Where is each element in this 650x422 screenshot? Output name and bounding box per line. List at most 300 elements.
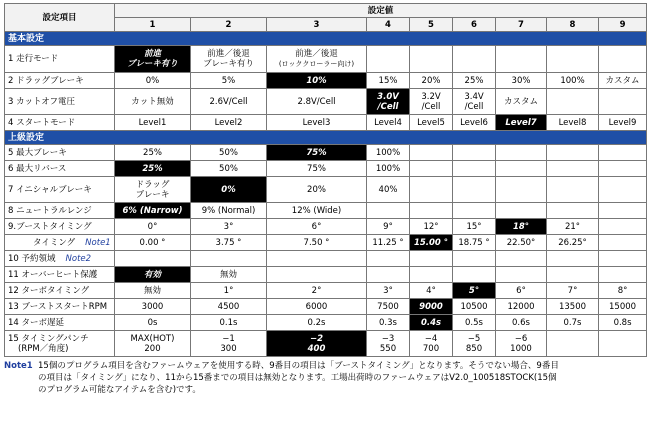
setting-label bbox=[5, 161, 115, 177]
setting-value-text: 9% (Normal) bbox=[201, 205, 256, 216]
setting-label-text: 15 タイミングパンチ bbox=[8, 333, 89, 344]
setting-value-text: 3000 bbox=[141, 301, 164, 312]
setting-value bbox=[496, 251, 547, 267]
setting-value bbox=[496, 315, 547, 331]
setting-value bbox=[191, 315, 267, 331]
setting-value bbox=[496, 203, 547, 219]
setting-value bbox=[496, 331, 547, 357]
setting-value bbox=[367, 267, 410, 283]
setting-value-text: 400 bbox=[307, 343, 326, 354]
setting-value bbox=[115, 299, 191, 315]
setting-value bbox=[599, 46, 647, 73]
setting-row bbox=[5, 46, 647, 73]
setting-value bbox=[191, 219, 267, 235]
setting-value-default bbox=[410, 299, 453, 315]
setting-value-text: 0.2s bbox=[307, 317, 326, 328]
setting-value bbox=[191, 251, 267, 267]
setting-value-text: 2.8V/Cell bbox=[297, 96, 336, 107]
setting-value-text: 0.6s bbox=[512, 317, 530, 328]
setting-value bbox=[599, 177, 647, 203]
setting-value bbox=[453, 203, 496, 219]
setting-value bbox=[410, 283, 453, 299]
setting-value-default bbox=[115, 46, 191, 73]
setting-value-text: 21° bbox=[564, 221, 581, 232]
setting-value bbox=[367, 161, 410, 177]
setting-value bbox=[599, 115, 647, 131]
setting-row bbox=[5, 203, 647, 219]
setting-value bbox=[599, 251, 647, 267]
header-row-top bbox=[5, 4, 647, 18]
setting-label-text: 10 予約領域 bbox=[8, 253, 56, 264]
setting-value-text: /Cell bbox=[421, 101, 441, 112]
setting-value bbox=[267, 115, 367, 131]
setting-value bbox=[410, 331, 453, 357]
setting-value bbox=[547, 283, 599, 299]
setting-value bbox=[191, 115, 267, 131]
setting-row bbox=[5, 73, 647, 89]
setting-value bbox=[191, 235, 267, 251]
footnote-line: 15個のプログラム項目を含むファームウェアを使用する時、9番目の項目は「ブーストタイミング」となります。そうでない場合、9番目 bbox=[38, 361, 559, 371]
setting-value bbox=[496, 299, 547, 315]
setting-value-text: 18.75 ° bbox=[458, 237, 490, 248]
footnote-label: Note1 bbox=[4, 361, 33, 371]
setting-value-text: 100% bbox=[375, 147, 401, 158]
setting-value-text: −4 bbox=[424, 333, 438, 344]
setting-value-text: 15% bbox=[378, 75, 398, 86]
setting-value-text: 25% bbox=[142, 163, 163, 174]
setting-value bbox=[367, 283, 410, 299]
setting-value bbox=[191, 145, 267, 161]
setting-value bbox=[410, 203, 453, 219]
setting-value bbox=[367, 299, 410, 315]
setting-row bbox=[5, 235, 647, 251]
setting-value-text: 6° bbox=[311, 221, 322, 232]
setting-value bbox=[267, 267, 367, 283]
setting-value bbox=[410, 219, 453, 235]
setting-value-text: /Cell bbox=[377, 101, 399, 112]
setting-value bbox=[115, 331, 191, 357]
setting-value-text: 1° bbox=[223, 285, 234, 296]
setting-value bbox=[410, 251, 453, 267]
setting-value bbox=[115, 73, 191, 89]
setting-value-text: 26.25° bbox=[558, 237, 587, 248]
setting-value-text: 10% bbox=[306, 75, 327, 86]
setting-value bbox=[267, 161, 367, 177]
setting-value bbox=[367, 251, 410, 267]
setting-value-text: 15.00 ° bbox=[413, 237, 449, 248]
setting-value-text: 850 bbox=[465, 343, 483, 354]
setting-label-text: 6 最大リバース bbox=[8, 163, 67, 174]
setting-label-text: 11 オーバーヒート保護 bbox=[8, 269, 98, 280]
setting-row bbox=[5, 219, 647, 235]
setting-value-text: Level1 bbox=[138, 117, 167, 128]
setting-value bbox=[115, 315, 191, 331]
setting-value bbox=[115, 235, 191, 251]
setting-value-text: 4500 bbox=[217, 301, 240, 312]
setting-value-text: ドラッグ bbox=[135, 179, 170, 190]
setting-value-text: 6% (Narrow) bbox=[122, 205, 183, 216]
setting-value-text: 7.50 ° bbox=[303, 237, 330, 248]
setting-value bbox=[191, 203, 267, 219]
setting-value bbox=[115, 251, 191, 267]
setting-value bbox=[453, 115, 496, 131]
setting-value-text: 前進／後退 bbox=[207, 49, 250, 59]
setting-label bbox=[5, 73, 115, 89]
setting-value bbox=[410, 46, 453, 73]
setting-value-text: 75% bbox=[307, 163, 326, 174]
setting-label bbox=[5, 235, 115, 251]
setting-value bbox=[191, 283, 267, 299]
setting-value-text: 15° bbox=[466, 221, 482, 232]
setting-value bbox=[453, 331, 496, 357]
setting-value bbox=[367, 177, 410, 203]
setting-value bbox=[115, 219, 191, 235]
column-header-3: 3 bbox=[267, 18, 367, 32]
setting-label bbox=[5, 115, 115, 131]
setting-value-text: 30% bbox=[511, 75, 531, 86]
setting-value bbox=[115, 89, 191, 115]
setting-label-text: 1 走行モード bbox=[8, 54, 59, 64]
column-header-4: 4 bbox=[367, 18, 410, 32]
setting-value-text: 9° bbox=[383, 221, 393, 232]
setting-value-text: Level4 bbox=[374, 117, 402, 128]
setting-label-text: 12 ターボタイミング bbox=[8, 285, 90, 296]
setting-value-default bbox=[267, 145, 367, 161]
setting-value-text: Level7 bbox=[505, 117, 537, 128]
setting-value-text: 5% bbox=[221, 75, 236, 86]
setting-value-text: 20% bbox=[421, 75, 441, 86]
setting-value bbox=[453, 267, 496, 283]
setting-row bbox=[5, 177, 647, 203]
setting-value bbox=[599, 267, 647, 283]
setting-value bbox=[599, 235, 647, 251]
setting-value bbox=[410, 145, 453, 161]
setting-value bbox=[410, 267, 453, 283]
column-header-9: 9 bbox=[599, 18, 647, 32]
setting-value bbox=[410, 161, 453, 177]
setting-value-text: 7° bbox=[567, 285, 578, 296]
setting-value bbox=[115, 177, 191, 203]
setting-value-text: −3 bbox=[381, 333, 395, 344]
footnote-line: の項目は「タイミング」になり、11から15番までの項目は無効となります。工場出荷時のファームウェアはV2.0_100518STOCK(15個 bbox=[38, 373, 557, 383]
setting-value-text: 前進／後退 bbox=[295, 49, 338, 59]
setting-label bbox=[5, 46, 115, 73]
setting-value-text: 0° bbox=[147, 221, 158, 232]
setting-value bbox=[547, 267, 599, 283]
footnote bbox=[4, 360, 646, 396]
setting-value-text: Level9 bbox=[608, 117, 637, 128]
setting-value-text: 40% bbox=[378, 184, 398, 195]
section-title: 基本設定 bbox=[5, 32, 647, 46]
setting-value bbox=[367, 235, 410, 251]
setting-label bbox=[5, 251, 115, 267]
setting-value bbox=[547, 46, 599, 73]
setting-value bbox=[367, 73, 410, 89]
setting-label-text: 7 イニシャルブレーキ bbox=[8, 184, 92, 195]
setting-label-text: 9.ブーストタイミング bbox=[8, 221, 92, 232]
setting-row bbox=[5, 145, 647, 161]
setting-value-text: 100% bbox=[560, 75, 585, 86]
setting-value-text: 6000 bbox=[305, 301, 328, 312]
setting-value-default bbox=[115, 203, 191, 219]
setting-value-default bbox=[496, 219, 547, 235]
setting-value-text: 6° bbox=[516, 285, 526, 296]
setting-value bbox=[410, 177, 453, 203]
setting-value bbox=[453, 251, 496, 267]
setting-label bbox=[5, 203, 115, 219]
column-header-8: 8 bbox=[547, 18, 599, 32]
header-item: 設定項目 bbox=[5, 4, 115, 32]
setting-value-text: 有効 bbox=[143, 269, 161, 280]
setting-value-text: −5 bbox=[467, 333, 481, 344]
setting-value-text: Level2 bbox=[214, 117, 243, 128]
setting-value bbox=[547, 145, 599, 161]
footnote-body bbox=[38, 360, 646, 396]
setting-value-text: 15000 bbox=[609, 301, 637, 312]
settings-table bbox=[4, 3, 647, 357]
setting-label bbox=[5, 299, 115, 315]
setting-value bbox=[191, 46, 267, 73]
setting-value-text: 50% bbox=[219, 147, 238, 158]
setting-label-text: 5 最大ブレーキ bbox=[8, 147, 67, 158]
setting-value-default bbox=[267, 73, 367, 89]
setting-row bbox=[5, 331, 647, 357]
setting-value bbox=[453, 46, 496, 73]
setting-value bbox=[191, 299, 267, 315]
setting-row bbox=[5, 161, 647, 177]
setting-value-text: 3.0V bbox=[377, 91, 399, 102]
setting-label-text: 3 カットオフ電圧 bbox=[8, 96, 76, 107]
setting-value bbox=[599, 283, 647, 299]
setting-value bbox=[547, 177, 599, 203]
setting-value-text: 13500 bbox=[558, 301, 587, 312]
setting-value bbox=[267, 283, 367, 299]
setting-value-text: 前進 bbox=[143, 49, 161, 59]
setting-value-text: 0.00 ° bbox=[139, 237, 166, 248]
setting-value bbox=[367, 145, 410, 161]
setting-value-text: (ロッククローラー向け) bbox=[278, 60, 355, 68]
setting-value bbox=[496, 267, 547, 283]
setting-value bbox=[547, 315, 599, 331]
setting-value bbox=[496, 283, 547, 299]
setting-value-text: 2.6V/Cell bbox=[209, 96, 248, 107]
setting-value-text: 5° bbox=[468, 285, 480, 296]
setting-label bbox=[5, 283, 115, 299]
setting-value-text: 無効 bbox=[143, 285, 161, 296]
setting-value bbox=[367, 331, 410, 357]
setting-value bbox=[267, 315, 367, 331]
setting-value-default bbox=[115, 161, 191, 177]
column-header-5: 5 bbox=[410, 18, 453, 32]
setting-value-text: 0% bbox=[221, 184, 236, 195]
setting-value bbox=[410, 89, 453, 115]
setting-value-text: 0.1s bbox=[219, 317, 238, 328]
setting-value-text: 0.4s bbox=[420, 317, 442, 328]
setting-value-text: Level5 bbox=[417, 117, 445, 128]
setting-value bbox=[453, 299, 496, 315]
footnote-line: のプログラム可能なアイテムを含む)です。 bbox=[38, 385, 201, 395]
section-row bbox=[5, 131, 647, 145]
setting-value-text: 0.3s bbox=[379, 317, 397, 328]
setting-value bbox=[496, 73, 547, 89]
setting-value bbox=[547, 331, 599, 357]
setting-value-text: 0.7s bbox=[563, 317, 582, 328]
setting-value bbox=[367, 115, 410, 131]
header-value: 設定値 bbox=[115, 4, 647, 18]
setting-value bbox=[547, 235, 599, 251]
setting-value-text: カスタム bbox=[503, 96, 538, 107]
setting-value-text: 22.50° bbox=[506, 237, 536, 248]
setting-value bbox=[367, 219, 410, 235]
setting-value-text: ブレーキ有り bbox=[203, 59, 254, 69]
setting-row bbox=[5, 283, 647, 299]
setting-value bbox=[547, 161, 599, 177]
setting-value bbox=[453, 89, 496, 115]
setting-value-text: 0% bbox=[145, 75, 160, 86]
setting-value-default bbox=[115, 267, 191, 283]
setting-label-text: (RPM／角度) bbox=[18, 343, 69, 354]
setting-value-text: 20% bbox=[307, 184, 326, 195]
setting-value-text: 3° bbox=[383, 285, 393, 296]
setting-value-text: 3° bbox=[223, 221, 234, 232]
setting-value bbox=[367, 203, 410, 219]
setting-value bbox=[599, 203, 647, 219]
setting-value bbox=[496, 161, 547, 177]
column-header-6: 6 bbox=[453, 18, 496, 32]
setting-value bbox=[115, 115, 191, 131]
setting-value-text: 700 bbox=[422, 343, 440, 354]
setting-value bbox=[410, 73, 453, 89]
setting-value bbox=[267, 219, 367, 235]
setting-value bbox=[191, 331, 267, 357]
setting-value bbox=[267, 235, 367, 251]
setting-value-default bbox=[410, 235, 453, 251]
setting-label-text: 8 ニュートラルレンジ bbox=[8, 205, 92, 216]
setting-value-text: 300 bbox=[220, 343, 237, 354]
setting-value bbox=[453, 315, 496, 331]
setting-value-default bbox=[453, 283, 496, 299]
setting-row bbox=[5, 267, 647, 283]
column-header-1: 1 bbox=[115, 18, 191, 32]
setting-value-text: 7500 bbox=[377, 301, 399, 312]
setting-label bbox=[5, 331, 115, 357]
setting-value-default bbox=[496, 115, 547, 131]
setting-value bbox=[453, 235, 496, 251]
setting-value bbox=[453, 177, 496, 203]
setting-value-text: 75% bbox=[306, 147, 327, 158]
setting-value bbox=[367, 46, 410, 73]
setting-value-text: 無効 bbox=[219, 269, 237, 280]
setting-value-text: カスタム bbox=[605, 75, 640, 86]
setting-value bbox=[496, 89, 547, 115]
setting-label-text: 4 スタートモード bbox=[8, 117, 76, 128]
setting-row bbox=[5, 315, 647, 331]
setting-value-text: 3.75 ° bbox=[215, 237, 242, 248]
setting-value-text: 1000 bbox=[510, 343, 532, 354]
section-row bbox=[5, 32, 647, 46]
setting-label-text: 14 ターボ遅延 bbox=[8, 317, 65, 328]
setting-value-text: 50% bbox=[219, 163, 238, 174]
setting-value-text: Level8 bbox=[558, 117, 587, 128]
setting-value bbox=[547, 89, 599, 115]
setting-value-text: 12000 bbox=[507, 301, 535, 312]
setting-value bbox=[599, 89, 647, 115]
setting-value-text: カット無効 bbox=[131, 96, 174, 107]
setting-value-text: 11.25 ° bbox=[372, 237, 404, 248]
setting-value bbox=[599, 299, 647, 315]
setting-value-text: 200 bbox=[144, 343, 161, 354]
setting-row bbox=[5, 251, 647, 267]
setting-value bbox=[496, 145, 547, 161]
setting-label bbox=[5, 89, 115, 115]
setting-value-text: 0s bbox=[147, 317, 158, 328]
setting-value-text: −1 bbox=[222, 333, 235, 344]
setting-value-text: 3.2V bbox=[421, 91, 441, 102]
setting-value-text: 12% (Wide) bbox=[291, 205, 342, 216]
setting-value bbox=[267, 89, 367, 115]
setting-value bbox=[367, 315, 410, 331]
setting-value-default bbox=[267, 331, 367, 357]
setting-value bbox=[599, 145, 647, 161]
setting-row bbox=[5, 89, 647, 115]
setting-value bbox=[453, 145, 496, 161]
setting-value bbox=[267, 177, 367, 203]
setting-value bbox=[115, 283, 191, 299]
setting-value-text: −2 bbox=[309, 333, 324, 344]
setting-value bbox=[547, 203, 599, 219]
setting-value-default bbox=[410, 315, 453, 331]
setting-value-text: 3.4V bbox=[464, 91, 484, 102]
setting-value-default bbox=[191, 177, 267, 203]
setting-value bbox=[547, 251, 599, 267]
setting-value bbox=[599, 331, 647, 357]
setting-row bbox=[5, 115, 647, 131]
setting-value-text: 25% bbox=[464, 75, 484, 86]
setting-label-text: タイミング bbox=[33, 237, 76, 248]
setting-value bbox=[496, 46, 547, 73]
setting-value-text: 100% bbox=[375, 163, 401, 174]
setting-value-text: 4° bbox=[426, 285, 436, 296]
setting-value bbox=[191, 161, 267, 177]
section-title: 上級設定 bbox=[5, 131, 647, 145]
setting-value-text: 0.8s bbox=[613, 317, 632, 328]
column-header-2: 2 bbox=[191, 18, 267, 32]
settings-sheet bbox=[4, 3, 646, 396]
setting-value-text: 12° bbox=[423, 221, 439, 232]
setting-value-text: −6 bbox=[514, 333, 528, 344]
setting-value-text: Level6 bbox=[460, 117, 488, 128]
setting-value-text: 0.5s bbox=[465, 317, 483, 328]
setting-value bbox=[547, 219, 599, 235]
setting-label bbox=[5, 315, 115, 331]
setting-value bbox=[410, 115, 453, 131]
setting-value bbox=[599, 219, 647, 235]
setting-value-text: 10500 bbox=[460, 301, 488, 312]
setting-value bbox=[496, 235, 547, 251]
setting-value bbox=[453, 161, 496, 177]
setting-label-text: 13 ブーストスタートRPM bbox=[8, 301, 108, 312]
setting-value-text: MAX(HOT) bbox=[130, 333, 175, 344]
setting-label-text: 2 ドラッグブレーキ bbox=[8, 75, 84, 86]
setting-value-text: ブレーキ有り bbox=[127, 59, 178, 69]
setting-value bbox=[547, 73, 599, 89]
column-header-7: 7 bbox=[496, 18, 547, 32]
setting-value bbox=[453, 73, 496, 89]
setting-label bbox=[5, 145, 115, 161]
setting-value-text: 18° bbox=[512, 221, 530, 232]
setting-value bbox=[547, 299, 599, 315]
setting-value-text: 550 bbox=[379, 343, 397, 354]
